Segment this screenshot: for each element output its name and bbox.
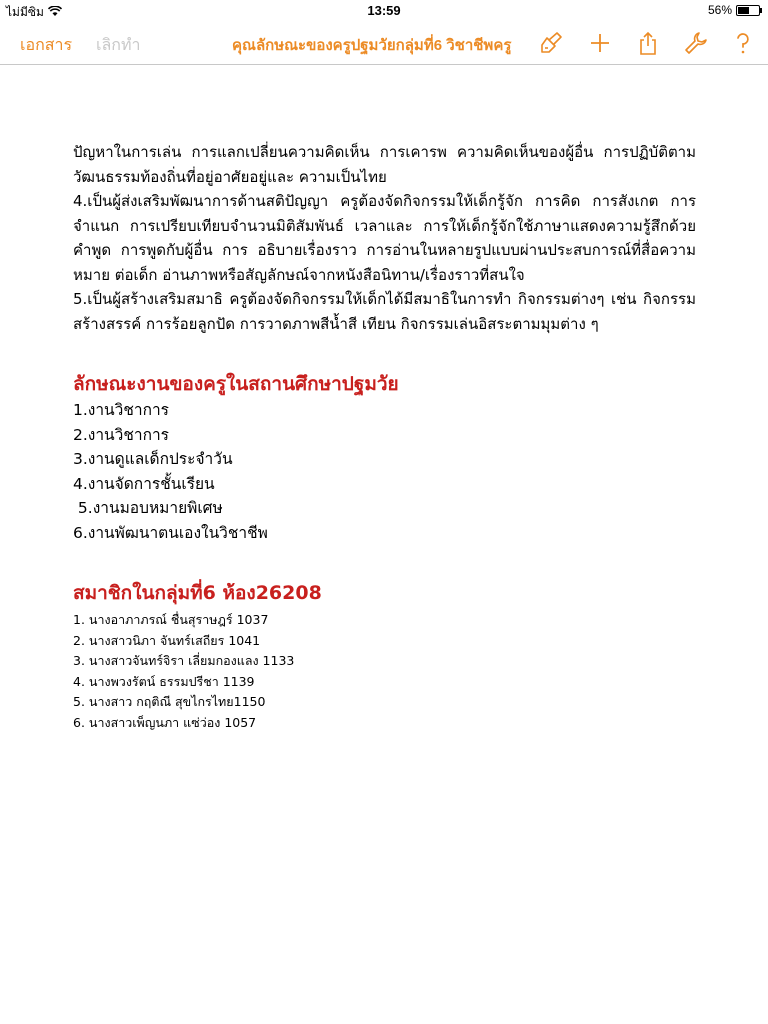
- member-item: 6. นางสาวเพ็ญนภา แซ่ว่อง 1057: [73, 714, 257, 730]
- list-item: 1.งานวิชาการ: [73, 401, 169, 419]
- list-item: 3.งานดูแลเด็กประจำวัน: [73, 450, 233, 468]
- list-item: 5.งานมอบหมายพิเศษ: [73, 499, 223, 517]
- share-icon[interactable]: [635, 30, 661, 56]
- list-item: 2.งานวิชาการ: [73, 425, 169, 444]
- status-right: [708, 3, 760, 17]
- member-item: 1. นางอาภาภรณ์ ชื่นสุราษฎร์ 1037: [73, 612, 269, 627]
- toolbar: [0, 22, 768, 65]
- section-heading-members: สมาชิกในกลุ่มที่6 ห้อง26208: [73, 582, 322, 604]
- list-item: 6.งานพัฒนาตนเองในวิชาชีพ: [73, 523, 268, 542]
- status-time: 13:59: [367, 3, 401, 18]
- help-icon[interactable]: [730, 30, 756, 56]
- undo-button[interactable]: เลิกทำ: [96, 37, 141, 54]
- member-item: 5. นางสาว กฤติณี สุขไกรไทย1150: [73, 694, 266, 709]
- paintbrush-icon[interactable]: [538, 30, 564, 56]
- member-item: 4. นางพวงรัตน์ ธรรมปรีชา 1139: [73, 673, 255, 689]
- section-heading-teacher-work: ลักษณะงานของครูในสถานศึกษาปฐมวัย: [73, 373, 399, 395]
- carrier-label: ไม่มีซิม: [6, 5, 44, 19]
- status-bar: [0, 0, 768, 22]
- battery-percent: 56%: [707, 3, 732, 17]
- documents-button[interactable]: เอกสาร: [20, 37, 73, 54]
- document-page[interactable]: [73, 140, 696, 733]
- battery-icon: [736, 5, 760, 16]
- member-item: 2. นางสาวนิภา จันทร์เสถียร 1041: [73, 632, 261, 648]
- document-title[interactable]: คุณลักษณะของครูปฐมวัยกลุ่มที่6 วิชาชีพครู: [232, 37, 512, 54]
- paragraph: 4.เป็นผู้ส่งเสริมพัฒนาการด้านสติปัญญา ครูต้องจัดกิจกรรมให้เด็กรู้จัก การคิด การสังเกต การจำแนก การเปรียบเทียบจำนวนมิติสัมพันธ์ เวลาและ การให้เด็กรู้จักใช้ภาษาแสดงความรู้สึกด้วยคำพูด การพูดกับผู้อื่น การ อธิบายเรื่องราว การอ่านในหลายรูปแบบผ่านประสบการณ์ที่สื่อความหมาย ต่อเด็ก อ่านภาพหรือสัญลักษณ์จากหนังสือนิทาน/เรื่องราวที่สนใจ: [73, 192, 696, 284]
- plus-icon[interactable]: [587, 30, 613, 56]
- member-item: 3. นางสาวจันทร์จิรา เลี่ยมกองแลง 1133: [73, 653, 295, 668]
- list-item: 4.งานจัดการชั้นเรียน: [73, 474, 215, 493]
- wrench-icon[interactable]: [683, 30, 709, 56]
- paragraph: ปัญหาในการเล่น การแลกเปลี่ยนความคิดเห็น การเคารพ ความคิดเห็นของผู้อื่น การปฏิบัติตามวัฒนธรรมท้องถิ่นที่อยู่อาศัยอยู่และ ความเป็นไทย: [73, 143, 696, 186]
- paragraph: 5.เป็นผู้สร้างเสริมสมาธิ ครูต้องจัดกิจกรรมให้เด็กได้มีสมาธิในการทำ กิจกรรมต่างๆ เช่น กิจกรรมสร้างสรรค์ การร้อยลูกปัด การวาดภาพสีน้ำสี เทียน กิจกรรมเล่นอิสระตามมุมต่าง ๆ: [73, 290, 696, 333]
